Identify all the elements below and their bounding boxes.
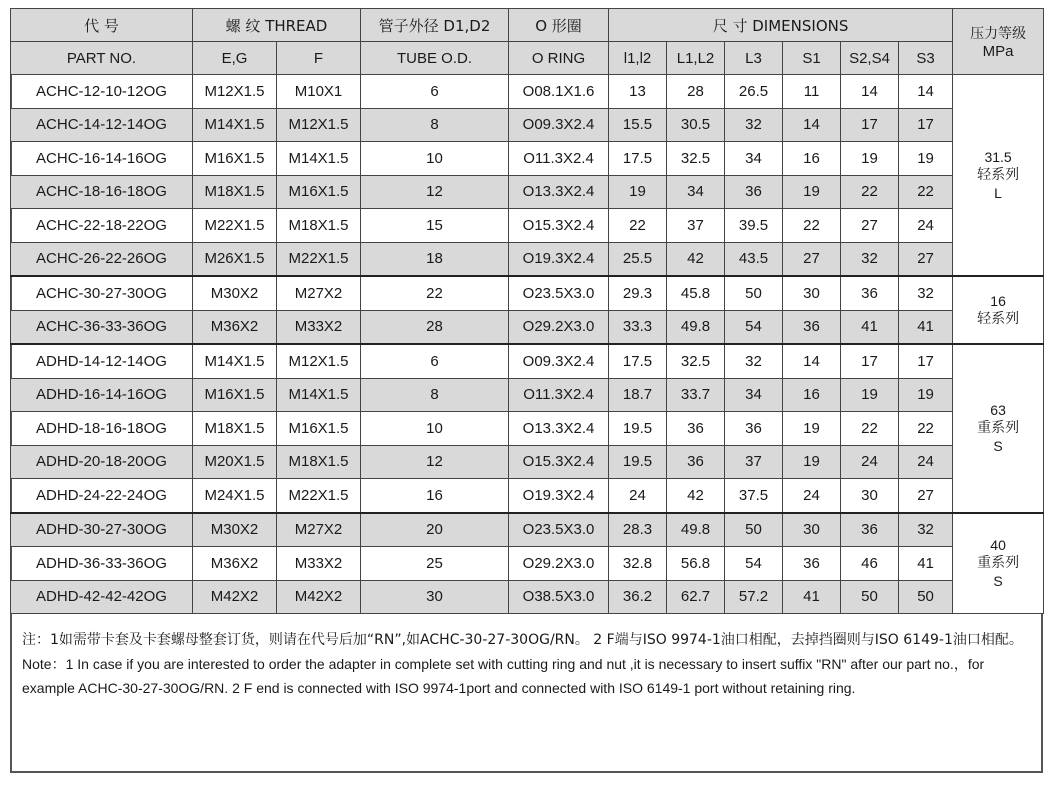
table-cell: 32.8 <box>609 547 667 581</box>
table-cell: M12X1.5 <box>277 344 361 378</box>
table-cell: 36 <box>667 412 725 446</box>
table-cell: 8 <box>361 378 509 412</box>
table-cell: ADHD-20-18-20OG <box>11 445 193 479</box>
table-row <box>11 344 1044 378</box>
pressure-series-code: L <box>994 185 1002 201</box>
table-cell: 45.8 <box>667 276 725 310</box>
L3-header: L3 <box>725 42 783 75</box>
table-cell: M33X2 <box>277 310 361 344</box>
dimensions-header: 尺 寸 DIMENSIONS <box>609 9 953 42</box>
table-row <box>11 75 1044 109</box>
table-cell: ACHC-30-27-30OG <box>11 276 193 310</box>
table-cell: 36 <box>841 276 899 310</box>
table-cell: 32.5 <box>667 344 725 378</box>
table-cell: ACHC-18-16-18OG <box>11 175 193 209</box>
table-cell: 14 <box>841 75 899 109</box>
table-cell: 13 <box>609 75 667 109</box>
table-cell: M16X1.5 <box>277 412 361 446</box>
table-cell: 34 <box>725 378 783 412</box>
table-cell: O23.5X3.0 <box>509 513 609 547</box>
table-cell: 14 <box>783 344 841 378</box>
table-cell: M14X1.5 <box>193 344 277 378</box>
table-cell: 19 <box>841 378 899 412</box>
pressure-group-cell <box>953 276 1044 344</box>
table-row <box>11 108 1044 142</box>
table-cell: 16 <box>783 142 841 176</box>
table-row <box>11 142 1044 176</box>
pressure-group-cell <box>953 75 1044 277</box>
part-no-header: PART NO. <box>11 42 193 75</box>
table-cell: M22X1.5 <box>277 242 361 276</box>
table-cell: 57.2 <box>725 580 783 614</box>
table-cell: 33.7 <box>667 378 725 412</box>
table-cell: M42X2 <box>277 580 361 614</box>
table-row <box>11 513 1044 547</box>
table-cell: 8 <box>361 108 509 142</box>
pressure-header <box>953 9 1044 75</box>
table-cell: 34 <box>725 142 783 176</box>
table-cell: 25.5 <box>609 242 667 276</box>
table-cell: 25 <box>361 547 509 581</box>
table-cell: 49.8 <box>667 310 725 344</box>
table-cell: M18X1.5 <box>193 175 277 209</box>
table-cell: 36 <box>841 513 899 547</box>
table-cell: 22 <box>783 209 841 243</box>
table-cell: 30 <box>783 276 841 310</box>
f-header: F <box>277 42 361 75</box>
table-cell: 19 <box>899 378 953 412</box>
table-cell: 42 <box>667 242 725 276</box>
table-cell: 20 <box>361 513 509 547</box>
table-cell: M14X1.5 <box>277 142 361 176</box>
table-cell: 36 <box>725 175 783 209</box>
table-cell: O15.3X2.4 <box>509 209 609 243</box>
oring-en-header: O RING <box>509 42 609 75</box>
table-cell: 32.5 <box>667 142 725 176</box>
table-cell: 19 <box>899 142 953 176</box>
spec-table-body <box>11 75 1044 614</box>
table-cell: 37 <box>667 209 725 243</box>
table-cell: 50 <box>725 276 783 310</box>
pressure-header-cn: 压力等级 <box>970 26 1027 42</box>
table-cell: 46 <box>841 547 899 581</box>
L1L2-header: L1,L2 <box>667 42 725 75</box>
pressure-value: 40 <box>990 537 1006 554</box>
table-cell: 37.5 <box>725 479 783 513</box>
pressure-header-unit: MPa <box>982 43 1014 60</box>
table-cell: 36 <box>783 547 841 581</box>
table-cell: 24 <box>609 479 667 513</box>
table-row <box>11 378 1044 412</box>
code-header: 代 号 <box>11 9 193 42</box>
table-row <box>11 209 1044 243</box>
table-cell: 30 <box>783 513 841 547</box>
table-cell: 32 <box>899 276 953 310</box>
table-cell: ADHD-24-22-24OG <box>11 479 193 513</box>
table-cell: 6 <box>361 344 509 378</box>
table-cell: 22 <box>899 175 953 209</box>
pressure-group-cell <box>953 344 1044 513</box>
table-cell: 19 <box>609 175 667 209</box>
table-row <box>11 175 1044 209</box>
table-cell: 26.5 <box>725 75 783 109</box>
table-cell: 54 <box>725 310 783 344</box>
table-cell: M16X1.5 <box>277 175 361 209</box>
table-cell: 36 <box>725 412 783 446</box>
thread-header: 螺 纹 THREAD <box>193 9 361 42</box>
table-cell: 28 <box>361 310 509 344</box>
tube-od-header: TUBE O.D. <box>361 42 509 75</box>
table-cell: ACHC-26-22-26OG <box>11 242 193 276</box>
eg-header: E,G <box>193 42 277 75</box>
table-cell: M18X1.5 <box>193 412 277 446</box>
table-cell: O13.3X2.4 <box>509 175 609 209</box>
table-cell: 39.5 <box>725 209 783 243</box>
table-cell: 41 <box>899 310 953 344</box>
table-cell: 19 <box>783 412 841 446</box>
table-cell: 49.8 <box>667 513 725 547</box>
table-cell: 6 <box>361 75 509 109</box>
table-cell: 14 <box>783 108 841 142</box>
table-cell: 29.3 <box>609 276 667 310</box>
pressure-series: 轻系列 <box>977 311 1020 327</box>
table-row <box>11 580 1044 614</box>
pressure-series: 重系列 <box>977 555 1020 572</box>
pressure-series: 轻系列 <box>977 167 1020 183</box>
pressure-value: 31.5 <box>984 149 1012 165</box>
table-cell: 12 <box>361 175 509 209</box>
table-cell: 17 <box>841 344 899 378</box>
pressure-series: 重系列 <box>977 420 1020 437</box>
table-cell: O15.3X2.4 <box>509 445 609 479</box>
table-cell: 24 <box>841 445 899 479</box>
table-cell: 43.5 <box>725 242 783 276</box>
pressure-series-code: S <box>993 438 1003 455</box>
table-cell: M22X1.5 <box>277 479 361 513</box>
table-cell: 19 <box>783 175 841 209</box>
table-cell: 17 <box>841 108 899 142</box>
table-cell: 12 <box>361 445 509 479</box>
table-row <box>11 310 1044 344</box>
table-cell: 11 <box>783 75 841 109</box>
table-cell: ACHC-36-33-36OG <box>11 310 193 344</box>
note-en: Note：1 In case if you are interested to order the adapter in complete set with cutting ring and nut ,it is necessary to insert suffix "RN" after our part no.，for example ACHC-30-27-30OG/RN. 2 F end is connected with ISO 9974-1port and connected with ISO 6149-1 port without retaining ring. <box>22 656 985 696</box>
table-cell: M42X2 <box>193 580 277 614</box>
table-cell: ADHD-18-16-18OG <box>11 412 193 446</box>
table-cell: 17.5 <box>609 344 667 378</box>
table-cell: O29.2X3.0 <box>509 547 609 581</box>
table-row <box>11 445 1044 479</box>
S3-header: S3 <box>899 42 953 75</box>
table-cell: O09.3X2.4 <box>509 344 609 378</box>
table-cell: M30X2 <box>193 276 277 310</box>
table-cell: 27 <box>783 242 841 276</box>
table-cell: O13.3X2.4 <box>509 412 609 446</box>
table-cell: 41 <box>841 310 899 344</box>
table-cell: 32 <box>841 242 899 276</box>
table-cell: M36X2 <box>193 310 277 344</box>
table-cell: M27X2 <box>277 513 361 547</box>
table-cell: 19 <box>783 445 841 479</box>
table-cell: M26X1.5 <box>193 242 277 276</box>
table-cell: O19.3X2.4 <box>509 242 609 276</box>
table-cell: 62.7 <box>667 580 725 614</box>
table-cell: M27X2 <box>277 276 361 310</box>
table-cell: O29.2X3.0 <box>509 310 609 344</box>
table-cell: M30X2 <box>193 513 277 547</box>
pressure-group-cell <box>953 513 1044 614</box>
table-cell: M10X1 <box>277 75 361 109</box>
table-cell: O11.3X2.4 <box>509 378 609 412</box>
table-cell: 28 <box>667 75 725 109</box>
pressure-value: 16 <box>990 293 1006 309</box>
table-cell: 17 <box>899 344 953 378</box>
table-cell: ACHC-12-10-12OG <box>11 75 193 109</box>
table-cell: 24 <box>899 209 953 243</box>
table-cell: O38.5X3.0 <box>509 580 609 614</box>
table-cell: 18.7 <box>609 378 667 412</box>
table-cell: O09.3X2.4 <box>509 108 609 142</box>
table-cell: 15.5 <box>609 108 667 142</box>
table-cell: M18X1.5 <box>277 445 361 479</box>
oring-header: O 形圈 <box>509 9 609 42</box>
table-cell: O23.5X3.0 <box>509 276 609 310</box>
table-row <box>11 479 1044 513</box>
table-cell: ADHD-30-27-30OG <box>11 513 193 547</box>
table-row <box>11 412 1044 446</box>
notes <box>22 628 1032 700</box>
table-cell: 16 <box>783 378 841 412</box>
table-cell: 54 <box>725 547 783 581</box>
table-cell: 41 <box>783 580 841 614</box>
table-cell: 22 <box>361 276 509 310</box>
table-cell: 42 <box>667 479 725 513</box>
table-cell: 34 <box>667 175 725 209</box>
table-cell: 24 <box>899 445 953 479</box>
table-cell: ADHD-16-14-16OG <box>11 378 193 412</box>
table-cell: M33X2 <box>277 547 361 581</box>
table-cell: 27 <box>899 479 953 513</box>
table-cell: 19.5 <box>609 445 667 479</box>
note-cn: 注：1如需带卡套及卡套螺母整套订货，则请在代号后加“RN”,如ACHC-30-27-30OG/RN。 2 F端与ISO 9974-1油口相配，去掉挡圈则与ISO 6149-1油口相配。 <box>22 632 1023 648</box>
table-cell: M14X1.5 <box>277 378 361 412</box>
table-cell: 22 <box>899 412 953 446</box>
table-cell: 36.2 <box>609 580 667 614</box>
table-cell: 50 <box>841 580 899 614</box>
table-cell: 36 <box>667 445 725 479</box>
table-cell: ACHC-16-14-16OG <box>11 142 193 176</box>
table-cell: ACHC-14-12-14OG <box>11 108 193 142</box>
pressure-series-code: S <box>993 573 1003 590</box>
table-cell: 15 <box>361 209 509 243</box>
table-cell: 10 <box>361 142 509 176</box>
S1-header: S1 <box>783 42 841 75</box>
table-cell: 17 <box>899 108 953 142</box>
l1l2-small-header: l1,l2 <box>609 42 667 75</box>
table-cell: 50 <box>725 513 783 547</box>
table-cell: ACHC-22-18-22OG <box>11 209 193 243</box>
table-cell: 30.5 <box>667 108 725 142</box>
table-cell: 19 <box>841 142 899 176</box>
table-cell: M22X1.5 <box>193 209 277 243</box>
table-cell: 17.5 <box>609 142 667 176</box>
table-cell: 28.3 <box>609 513 667 547</box>
table-cell: 30 <box>841 479 899 513</box>
table-cell: 50 <box>899 580 953 614</box>
table-cell: 22 <box>841 412 899 446</box>
table-cell: 27 <box>841 209 899 243</box>
table-cell: 27 <box>899 242 953 276</box>
table-cell: 32 <box>899 513 953 547</box>
table-cell: M14X1.5 <box>193 108 277 142</box>
table-cell: M18X1.5 <box>277 209 361 243</box>
table-cell: O19.3X2.4 <box>509 479 609 513</box>
table-cell: O08.1X1.6 <box>509 75 609 109</box>
table-cell: 18 <box>361 242 509 276</box>
table-cell: M16X1.5 <box>193 378 277 412</box>
table-cell: 24 <box>783 479 841 513</box>
table-cell: 32 <box>725 108 783 142</box>
table-cell: 19.5 <box>609 412 667 446</box>
table-cell: O11.3X2.4 <box>509 142 609 176</box>
S2S4-header: S2,S4 <box>841 42 899 75</box>
table-cell: 36 <box>783 310 841 344</box>
spec-table <box>10 8 1044 614</box>
tube-header: 管子外径 D1,D2 <box>361 9 509 42</box>
table-cell: M20X1.5 <box>193 445 277 479</box>
table-cell: 37 <box>725 445 783 479</box>
table-cell: 41 <box>899 547 953 581</box>
table-cell: 32 <box>725 344 783 378</box>
table-cell: M24X1.5 <box>193 479 277 513</box>
table-cell: 56.8 <box>667 547 725 581</box>
table-cell: M12X1.5 <box>193 75 277 109</box>
table-cell: 30 <box>361 580 509 614</box>
table-cell: ADHD-36-33-36OG <box>11 547 193 581</box>
table-cell: 33.3 <box>609 310 667 344</box>
table-cell: M36X2 <box>193 547 277 581</box>
table-cell: 22 <box>609 209 667 243</box>
table-cell: 10 <box>361 412 509 446</box>
table-cell: ADHD-42-42-42OG <box>11 580 193 614</box>
table-cell: 16 <box>361 479 509 513</box>
table-row <box>11 242 1044 276</box>
table-row <box>11 276 1044 310</box>
pressure-value: 63 <box>990 402 1006 419</box>
table-row <box>11 547 1044 581</box>
table-cell: M16X1.5 <box>193 142 277 176</box>
table-cell: 22 <box>841 175 899 209</box>
table-cell: M12X1.5 <box>277 108 361 142</box>
table-cell: 14 <box>899 75 953 109</box>
table-cell: ADHD-14-12-14OG <box>11 344 193 378</box>
